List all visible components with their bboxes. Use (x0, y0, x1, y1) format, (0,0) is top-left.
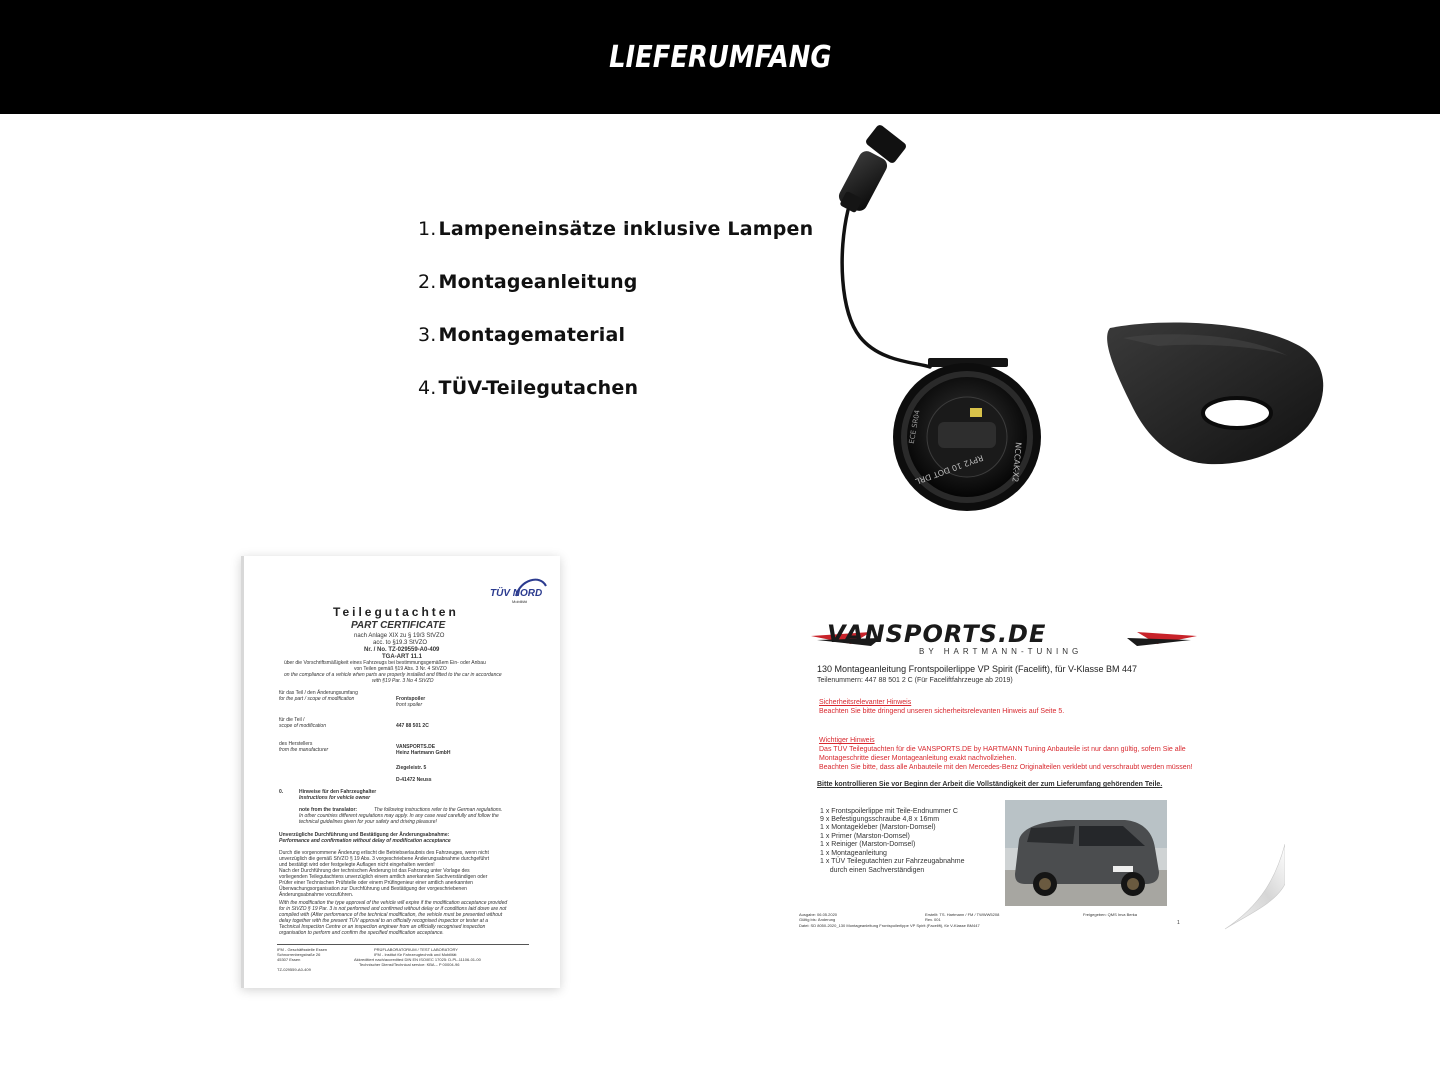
bezel-opening (1203, 398, 1271, 428)
instructions-document (707, 616, 1285, 941)
doc-text: Nach der Durchführung der technischen Änderung ist das Fahrzeug unter Vorlage des (279, 868, 470, 874)
parts-list-item: 1 x Montagekleber (Marston-Domsel) (820, 824, 936, 831)
doc-text: Änderungsabnahme vorzuführen. (279, 892, 354, 898)
doc-text: Prüfer einer Technischen Prüfstelle oder einem Prüfingenieur einer amtlich anerkannten (279, 880, 473, 886)
page-number: 1 (1177, 920, 1180, 926)
doc-footer: Akkreditiert nach/accredited DIN EN ISO/IEC 17025: D-PL-11106-01-00 (354, 957, 481, 962)
doc-text: Unverzügliche Durchführung und Bestätigung der Änderungsabnahme: (279, 832, 450, 838)
doc-text: nach Anlage XIX zu § 19/3 StVZO (354, 633, 445, 639)
doc-text: Frontspoiler (396, 696, 426, 702)
lamp-ring-text: ECE SR04 (907, 409, 922, 445)
doc-footer: Schnorrenbergstraße 26 (277, 952, 321, 957)
doc-text: Durch die vorgenommene Änderung erlischt die Betriebserlaubnis des Fahrzeuges, wenn nicht (279, 850, 489, 856)
doc-text: Beachten Sie bitte, dass alle Anbauteile mit den Mercedes-Benz Originalteilen verklebt und verschraubt werden müssen! (819, 764, 1193, 771)
list-item-label: Montageanleitung (438, 270, 638, 293)
tuv-logo: TÜV NORD (490, 588, 543, 599)
doc-text: delay together with the present TÜV approval to an officially recognised inspector or tester at a (279, 918, 489, 924)
doc-text: Sicherheitsrelevanter Hinweis (819, 699, 912, 706)
doc-text: Das TÜV Teilegutachten für die VANSPORTS.DE by HARTMANN Tuning Anbauteile ist nur dann gültig, sofern Sie alle (819, 746, 1186, 753)
doc-number: Nr. / No. TZ-029559-A0-409 (364, 647, 440, 653)
doc-footer: Freigegeben: QMS Inva Berka (1083, 912, 1138, 917)
brand-logo-text: VANSPORTS.DE (827, 620, 1047, 648)
doc-text: Technical Inspection Centre or an inspection engineer from an officially recognised inspection (279, 924, 486, 930)
doc-text: TGA-ART 11.1 (382, 654, 423, 660)
doc-footer: Ausgabe: 06.05.2020 (799, 912, 838, 917)
doc-text: 0. (279, 789, 284, 795)
doc-text: scope of modification (279, 723, 326, 729)
doc-text: Überwachungsorganisation zur Durchführung und Bestätigung der vorgeschriebenen (279, 886, 467, 892)
doc-footer: Technischer Dienst/Technical service: KBA – P 00004-96 (359, 962, 460, 967)
list-item-label: Montagematerial (438, 323, 626, 346)
doc-text: des Herstellers (279, 741, 313, 747)
doc-text: Wichtiger Hinweis (819, 737, 875, 744)
doc-text: Teilenummern: 447 88 501 2 C (Für Faceliftfahrzeuge ab 2019) (817, 677, 1013, 684)
header-bar (0, 0, 1440, 114)
fog-lamp-bezel-image (1098, 318, 1330, 470)
fog-lamp-image (820, 122, 1060, 517)
doc-text: on the compliance of a vehicle when parts are properly installed and fitted to the car in accordance (284, 672, 502, 678)
list-item-number: 4. (418, 376, 437, 399)
tuv-logo-arc-icon (514, 572, 548, 600)
doc-title: Teilegutachten (333, 605, 459, 619)
parts-list-item: 1 x TÜV Teilegutachten zur Fahrzeugabnahme (820, 858, 965, 865)
parts-list-item: 1 x Primer (Marston-Domsel) (820, 833, 910, 840)
doc-text: with §19 Par. 3 No 4 StVZO (372, 678, 434, 684)
doc-text: front spoiler (396, 702, 423, 708)
doc-text: Ziegeleistr. 5 (396, 765, 427, 771)
doc-text: for in StVZO § 19 Par. 3 is not performed and confirmed without delay or if conditions laid down are not (279, 906, 507, 912)
doc-text: D-41472 Neuss (396, 777, 432, 783)
lamp-ring-text: RPY2 10 DOT DRL (914, 453, 985, 486)
doc-footer: Gültig bis: Änderung (799, 917, 836, 922)
divider (277, 944, 529, 945)
doc-text: technical guidelines given for your safety and driving pleasure! (299, 819, 437, 825)
doc-footer: IFM - Geschäftsstelle Essen (277, 947, 328, 952)
list-item-number: 3. (418, 323, 437, 346)
list-item-label: TÜV-Teilegutachen (438, 376, 639, 399)
doc-text: acc. to §19.3 StVZO (373, 640, 428, 646)
list-item-number: 1. (418, 217, 437, 240)
lamp-ring-text: NCCAK-X2 (1010, 441, 1023, 483)
doc-footer: IFM - Institut für Fahrzeugtechnik und Mobilität (374, 952, 457, 957)
doc-text: Beachten Sie bitte dringend unseren sicherheitsrelevanten Hinweis auf Seite 5. (819, 708, 1065, 715)
lamp-cable (842, 210, 930, 367)
list-item (418, 202, 813, 255)
list-item (418, 308, 813, 361)
doc-text: Instructions for vehicle owner (299, 795, 371, 801)
doc-heading: 130 Montageanleitung Frontspoilerlippe VP Spirit (Facelift), für V-Klasse BM 447 (817, 664, 1137, 674)
doc-footer: Datei: SD 8050-2020_130 Montageanleitung Frontspoilerlippe VP Spirit (Facelift), für V-Klasse BM447 (799, 923, 980, 928)
parts-list-item: 1 x Montageanleitung (820, 850, 887, 857)
doc-footer: 45307 Essen (277, 957, 301, 962)
doc-text: The following instructions refer to the German regulations. (374, 807, 503, 813)
doc-subtitle: PART CERTIFICATE (351, 620, 446, 631)
contents-list (418, 202, 813, 414)
list-item (418, 255, 813, 308)
doc-text: für das Teil / den Änderungsumfang (279, 690, 358, 696)
doc-text: unverzüglich die gemäß StVZO § 19 Abs. 3 vorgeschriebene Änderungsabnahme durchgeführt (279, 856, 490, 862)
doc-footer: TZ-029559-A0-409 (277, 967, 311, 972)
doc-text: von Teilen gemäß §19 Abs. 3 Nr. 4 StVZO (354, 666, 447, 672)
parts-list-item: 1 x Frontspoilerlippe mit Teile-Endnummer C (820, 808, 958, 815)
doc-footer: Rev. 001 (925, 917, 941, 922)
tuv-logo-sub: Mobilität (512, 599, 527, 604)
car-photo (1005, 800, 1167, 906)
doc-text: 447 88 501 2C (396, 723, 429, 729)
doc-text: über die Vorschriftsmäßigkeit eines Fahrzeugs bei bestimmungsgemäßem Ein- oder Anbau (284, 660, 486, 666)
doc-text: note from the translator: (299, 807, 358, 813)
doc-text: vorliegenden Teilegutachtens unverzüglich einem amtlich anerkannten Sachverständigen oder (279, 874, 488, 880)
doc-text: Bitte kontrollieren Sie vor Beginn der Arbeit die Vollständigkeit der zum Lieferumfang gehörenden Teile. (817, 781, 1163, 788)
doc-text: for the part / scope of modification (279, 696, 355, 702)
brand-sub: BY HARTMANN-TUNING (919, 647, 1083, 656)
tuv-certificate-document (241, 556, 560, 988)
doc-text: Montageschritte dieser Montageanleitung exakt nachvollziehen. (819, 755, 1017, 762)
parts-list-item: 9 x Befestigungsschraube 4,8 x 16mm (820, 816, 940, 823)
doc-text: für die Teil / (279, 717, 305, 723)
parts-list-item: durch einen Sachverständigen (820, 867, 925, 874)
page-curl (1185, 844, 1285, 941)
doc-footer: Erstellt: TS. Hartmann / FM / TWWW5208 (925, 912, 1000, 917)
list-item-number: 2. (418, 270, 437, 293)
doc-text: Hinweise für den Fahrzeughalter (299, 789, 377, 795)
doc-text: und bestätigt wird oder festgelegte Auflagen nicht eingehalten werden! (279, 862, 435, 868)
doc-text: VANSPORTS.DE (396, 744, 436, 750)
parts-list-item: 1 x Reiniger (Marston-Domsel) (820, 841, 916, 848)
doc-text: complied with (After performance of the technical modification, the vehicle must be presented without (279, 912, 503, 918)
doc-footer: PRÜFLABORATORIUM / TEST LABORATORY (374, 947, 458, 952)
list-item (418, 361, 813, 414)
doc-text: With the modification the type approval of the vehicle will expire if the modification acceptance provided (279, 900, 508, 906)
doc-text: organisation to perform and confirm the specified modification acceptance. (279, 930, 444, 936)
doc-text: Performance and confirmation without delay of modification acceptance (279, 838, 451, 844)
connector-plug (836, 123, 907, 213)
list-item-label: Lampeneinsätze inklusive Lampen (438, 217, 814, 240)
doc-text: In other countries different regulations may apply. In any case read carefully and follow the (299, 813, 499, 819)
page-title: LIEFERUMFANG (608, 39, 832, 75)
doc-text: from the manufacturer (279, 747, 329, 753)
doc-text: Heinz Hartmann GmbH (396, 750, 451, 756)
